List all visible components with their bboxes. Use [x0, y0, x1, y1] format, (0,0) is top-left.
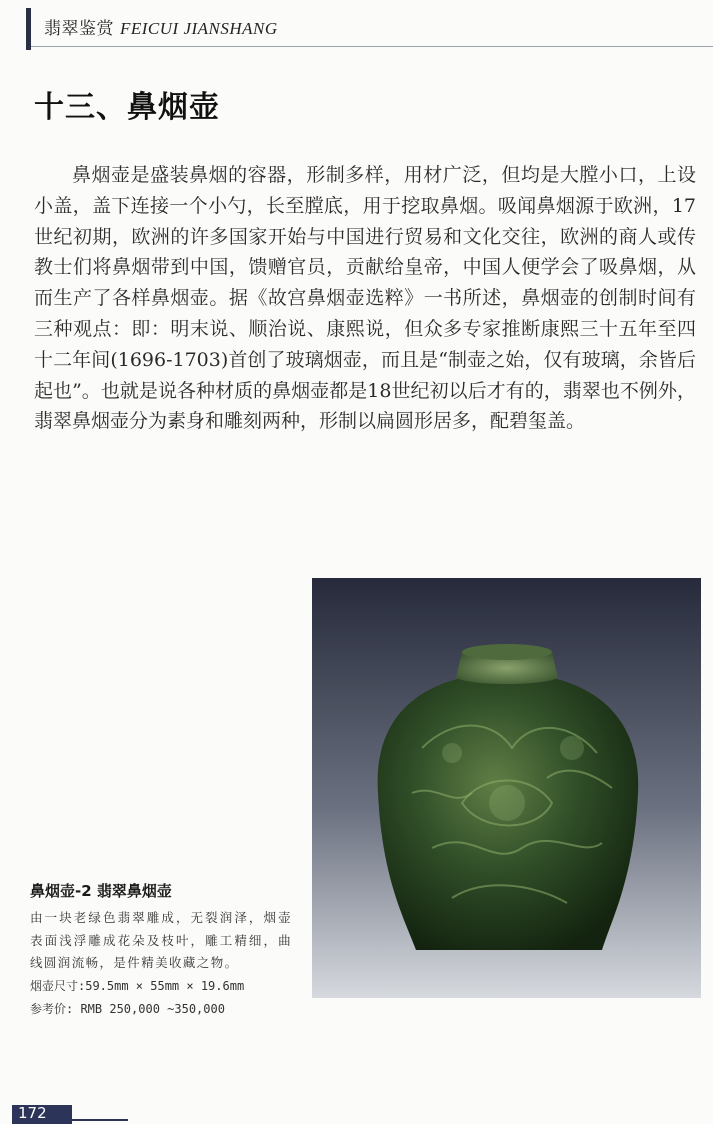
snuff-bottle-image: [312, 578, 701, 998]
body-text: [34, 160, 696, 437]
caption-size: 烟壶尺寸:59.5mm × 55mm × 19.6mm: [30, 978, 245, 993]
header-accent-bar: [26, 8, 31, 50]
header-title-en: FEICUI JIANSHANG: [120, 19, 278, 38]
header-rule: [31, 46, 713, 47]
caption-description: 由一块老绿色翡翠雕成，无裂润泽，烟壶表面浅浮雕成花朵及枝叶，雕工精细，曲线圆润流畅，是件精美收藏之物。: [30, 910, 292, 970]
running-header: [44, 14, 278, 39]
body-paragraph: 鼻烟壶是盛装鼻烟的容器，形制多样，用材广泛，但均是大膛小口，上设小盖，盖下连接一个小勺，长至膛底，用于挖取鼻烟。吸闻鼻烟源于欧洲，17世纪初期，欧洲的许多国家开始与中国进行贸易和文化交往，欧洲的商人或传教士们将鼻烟带到中国，馈赠官员，贡献给皇帝，中国人便学会了吸鼻烟，从而生产了各样鼻烟壶。据《故宫鼻烟壶选粹》一书所述，鼻烟壶的创制时间有三种观点：即：明末说、顺治说、康熙说，但众多专家推断康熙三十五年至四十二年间(1696-1703)首创了玻璃烟壶，而且是“制壶之始，仅有玻璃，余皆后起也”。也就是说各种材质的鼻烟壶都是18世纪初以后才有的，翡翠也不例外，翡翠鼻烟壶分为素身和雕刻两种，形制以扁圆形居多，配碧玺盖。: [34, 164, 696, 433]
caption-title: 鼻烟壶-2 翡翠鼻烟壶: [30, 882, 172, 900]
header-title-cn: 翡翠鉴赏: [44, 19, 114, 39]
jade-snuff-bottle-photo: [312, 578, 701, 998]
caption-price: 参考价: RMB 250,000 ~350,000: [30, 1001, 225, 1016]
figure-caption: [30, 880, 292, 1021]
page-number: 172: [18, 1104, 47, 1122]
page-number-rule: [72, 1119, 128, 1121]
section-title: 十三、鼻烟壶: [34, 90, 220, 125]
